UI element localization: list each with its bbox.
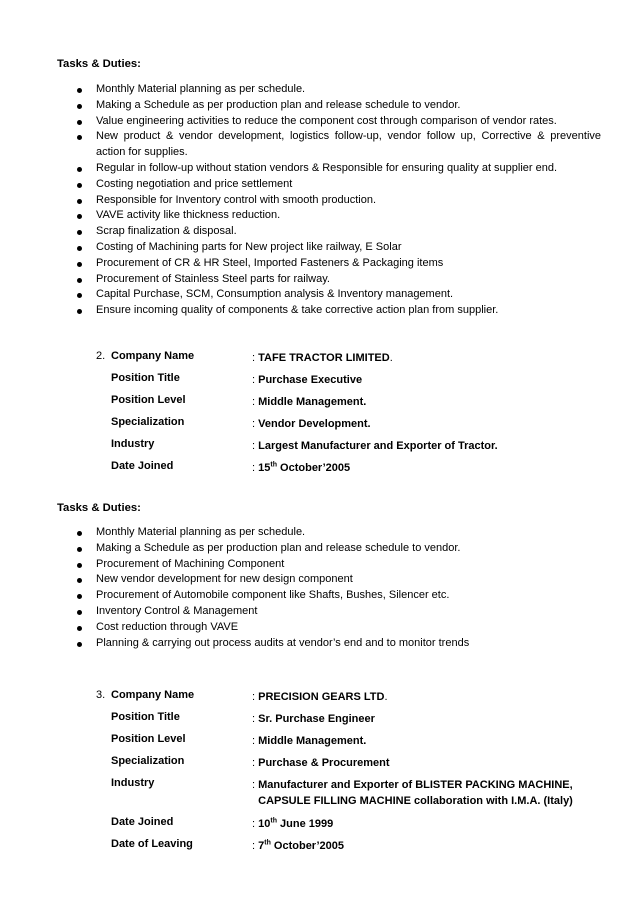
list-item-text: Costing negotiation and price settlement xyxy=(96,177,293,190)
detail-row xyxy=(96,689,616,711)
company-block-3 xyxy=(96,689,616,860)
detail-colon: : xyxy=(252,691,259,703)
bullet-icon xyxy=(77,531,82,536)
detail-row xyxy=(96,816,616,838)
list-item-text: Value engineering activities to reduce the component cost through comparison of vendor rates. xyxy=(96,114,557,127)
date-day: 15 xyxy=(258,462,271,474)
bullet-icon xyxy=(77,594,82,599)
list-item xyxy=(96,525,601,541)
detail-colon: : xyxy=(252,374,259,386)
detail-label: Date of Leaving xyxy=(111,838,193,850)
detail-label: Specialization xyxy=(111,416,185,428)
list-item xyxy=(96,303,601,319)
detail-row xyxy=(96,838,616,860)
list-item-text: Inventory Control & Management xyxy=(96,604,258,617)
list-item-text: Regular in follow-up without station vendors & Responsible for ensuring quality at supplier end. xyxy=(96,161,558,174)
detail-label: Position Title xyxy=(111,372,180,384)
detail-label: Position Level xyxy=(111,733,186,745)
list-item xyxy=(96,287,601,303)
detail-value-text: Middle Management. xyxy=(258,735,367,747)
detail-value xyxy=(252,816,612,832)
tasks-list-2 xyxy=(96,525,601,651)
list-item xyxy=(96,193,601,209)
detail-value-text: TAFE TRACTOR LIMITED xyxy=(258,352,390,364)
detail-suffix: . xyxy=(384,691,388,703)
list-item xyxy=(96,98,601,114)
detail-colon: : xyxy=(252,713,259,725)
list-item-text: Ensure incoming quality of components & take corrective action plan from supplier. xyxy=(96,304,499,317)
list-item xyxy=(96,572,601,588)
detail-value xyxy=(252,838,612,854)
detail-value-text: Largest Manufacturer and Exporter of Tractor. xyxy=(258,440,498,452)
date-day: 10 xyxy=(258,818,271,830)
date-suffix: th xyxy=(270,461,277,469)
detail-row xyxy=(96,711,616,733)
date-rest: June 1999 xyxy=(276,818,334,830)
date-suffix: th xyxy=(264,839,271,847)
list-item-text: Making a Schedule as per production plan and release schedule to vendor. xyxy=(96,98,461,111)
detail-value-text: Purchase Executive xyxy=(258,374,363,386)
list-item-text: Cost reduction through VAVE xyxy=(96,620,239,633)
detail-colon: : xyxy=(252,440,259,452)
bullet-icon xyxy=(77,120,82,125)
date-value xyxy=(258,818,333,830)
detail-row xyxy=(96,777,616,816)
detail-colon: : xyxy=(252,396,259,408)
detail-colon: : xyxy=(252,757,259,769)
list-item-text: Procurement of Machining Component xyxy=(96,557,285,570)
detail-value xyxy=(252,733,612,749)
detail-value-text: Middle Management. xyxy=(258,396,367,408)
detail-value xyxy=(252,416,612,432)
company-block-2 xyxy=(96,350,616,482)
list-item xyxy=(96,82,601,98)
list-item xyxy=(96,161,601,177)
detail-value xyxy=(252,372,612,388)
company-number: 3. xyxy=(96,689,106,701)
detail-colon: : xyxy=(252,779,259,791)
detail-suffix: . xyxy=(389,352,393,364)
bullet-icon xyxy=(77,309,82,314)
list-item-text: Capital Purchase, SCM, Consumption analysis & Inventory management. xyxy=(96,288,454,301)
bullet-icon xyxy=(77,278,82,283)
detail-value-text: Vendor Development. xyxy=(258,418,371,430)
detail-row xyxy=(96,350,616,372)
bullet-icon xyxy=(77,214,82,219)
bullet-icon xyxy=(77,547,82,552)
list-item-text: VAVE activity like thickness reduction. xyxy=(96,209,281,222)
list-item xyxy=(96,208,601,224)
list-item-text: New vendor development for new design component xyxy=(96,573,353,586)
detail-label: Company Name xyxy=(111,689,195,701)
list-item xyxy=(96,177,601,193)
detail-row xyxy=(96,755,616,777)
bullet-icon xyxy=(77,230,82,235)
list-item xyxy=(96,129,601,161)
detail-value xyxy=(252,350,612,366)
detail-value-text: Purchase & Procurement xyxy=(258,757,390,769)
list-item-text: Making a Schedule as per production plan and release schedule to vendor. xyxy=(96,541,461,554)
detail-value xyxy=(252,711,612,727)
detail-label: Company Name xyxy=(111,350,195,362)
detail-colon: : xyxy=(252,418,259,430)
date-day: 7 xyxy=(258,840,265,852)
list-item-text: Responsible for Inventory control with smooth production. xyxy=(96,193,377,206)
list-item xyxy=(96,541,601,557)
list-item-text: Procurement of Stainless Steel parts for railway. xyxy=(96,272,330,285)
tasks-list-1 xyxy=(96,82,601,319)
list-item-text: Monthly Material planning as per schedule. xyxy=(96,83,306,95)
bullet-icon xyxy=(77,135,82,140)
detail-colon: : xyxy=(252,352,259,364)
bullet-icon xyxy=(77,246,82,251)
list-item xyxy=(96,604,601,620)
detail-label: Date Joined xyxy=(111,460,174,472)
bullet-icon xyxy=(77,563,82,568)
detail-value xyxy=(252,755,612,771)
detail-label: Date Joined xyxy=(111,816,174,828)
list-item xyxy=(96,588,601,604)
detail-row xyxy=(96,416,616,438)
detail-row xyxy=(96,460,616,482)
bullet-icon xyxy=(77,183,82,188)
list-item-text: New product & vendor development, logistics follow-up, vendor follow up, Corrective & preventive action for supplies. xyxy=(96,130,601,159)
detail-label: Industry xyxy=(111,438,155,450)
bullet-icon xyxy=(77,642,82,647)
detail-value xyxy=(252,460,612,476)
date-rest: October’2005 xyxy=(276,462,351,474)
detail-label: Industry xyxy=(111,777,155,789)
detail-row xyxy=(96,438,616,460)
list-item xyxy=(96,272,601,288)
list-item-text: Scrap finalization & disposal. xyxy=(96,225,237,238)
bullet-icon xyxy=(77,199,82,204)
list-item-text: Monthly Material planning as per schedule. xyxy=(96,526,306,538)
bullet-icon xyxy=(77,293,82,298)
list-item xyxy=(96,224,601,240)
list-item-text: Procurement of Automobile component like Shafts, Bushes, Silencer etc. xyxy=(96,589,450,602)
detail-colon: : xyxy=(252,818,259,830)
detail-label: Specialization xyxy=(111,755,185,767)
bullet-icon xyxy=(77,88,82,93)
date-rest: October’2005 xyxy=(270,840,345,852)
list-item-text: Procurement of CR & HR Steel, Imported Fasteners & Packaging items xyxy=(96,256,444,269)
industry-line-1: Manufacturer and Exporter of BLISTER PACKING MACHINE, xyxy=(258,779,573,791)
bullet-icon xyxy=(77,167,82,172)
tasks-duties-heading-2: Tasks & Duties: xyxy=(57,502,141,514)
bullet-icon xyxy=(77,578,82,583)
detail-label: Position Level xyxy=(111,394,186,406)
detail-value-text: Sr. Purchase Engineer xyxy=(258,713,375,725)
list-item-text: Planning & carrying out process audits at vendor’s end and to monitor trends xyxy=(96,636,470,649)
detail-label: Position Title xyxy=(111,711,180,723)
bullet-icon xyxy=(77,610,82,615)
date-value xyxy=(258,840,344,852)
tasks-duties-heading-1: Tasks & Duties: xyxy=(57,58,141,70)
detail-colon: : xyxy=(252,735,259,747)
detail-row xyxy=(96,733,616,755)
detail-value xyxy=(252,777,612,809)
list-item xyxy=(96,636,601,652)
detail-value xyxy=(252,689,612,705)
detail-value xyxy=(252,438,612,454)
list-item xyxy=(96,620,601,636)
list-item xyxy=(96,114,601,130)
company-number: 2. xyxy=(96,350,106,362)
date-value xyxy=(258,462,350,474)
list-item xyxy=(96,557,601,573)
detail-row xyxy=(96,394,616,416)
bullet-icon xyxy=(77,262,82,267)
detail-value-text: PRECISION GEARS LTD xyxy=(258,691,385,703)
date-suffix: th xyxy=(270,817,277,825)
detail-colon: : xyxy=(252,462,259,474)
industry-line-2: CAPSULE FILLING MACHINE collaboration with I.M.A. (Italy) xyxy=(258,795,573,807)
detail-value xyxy=(252,394,612,410)
list-item xyxy=(96,256,601,272)
list-item xyxy=(96,240,601,256)
bullet-icon xyxy=(77,626,82,631)
bullet-icon xyxy=(77,104,82,109)
list-item-text: Costing of Machining parts for New project like railway, E Solar xyxy=(96,240,402,253)
detail-colon: : xyxy=(252,840,259,852)
detail-row xyxy=(96,372,616,394)
